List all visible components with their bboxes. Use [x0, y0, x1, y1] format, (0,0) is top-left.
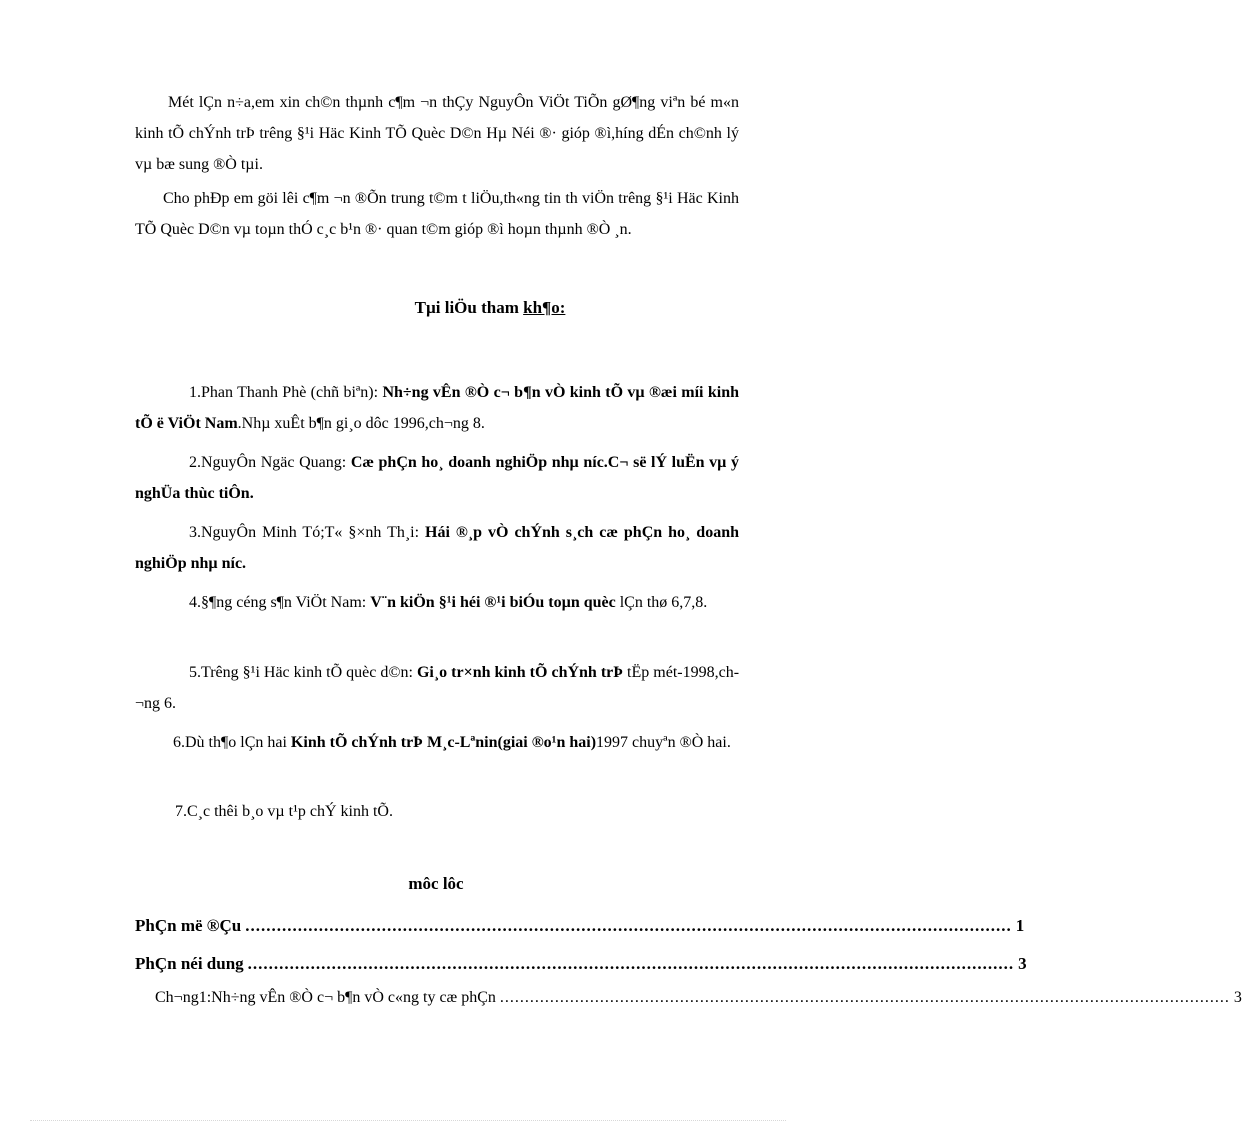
reference-author: 6.Dù th¶o lÇn hai: [173, 734, 291, 751]
reference-title: Gi¸o tr×nh kinh tÕ chÝnh trÞ: [416, 664, 624, 681]
reference-title: Cæ phÇn ho¸ doanh nghiÖp nhµ níc.C¬ së lÝ luËn vµ ý nghÜa thùc tiÔn.: [135, 454, 740, 502]
toc-dot-leader: ..................................................................................................................................................: [499, 989, 1230, 1006]
reference-author: 5.Trêng §¹i Häc kinh tÕ quèc d©n:: [189, 664, 417, 681]
reference-details: .Nhµ xuÊt b¶n gi¸o dôc 1996,ch¬ng 8.: [237, 415, 485, 432]
reference-title: V¨n kiÖn §¹i héi ®¹i biÓu toµn quèc: [370, 594, 616, 611]
reference-item-3: [135, 517, 739, 579]
acknowledgement-paragraph-1: Mét lÇn n÷a,em xin ch©n thµnh c¶m ¬n thÇy NguyÔn ViÖt TiÕn gØ¶ng viªn bé m«n kinh tÕ chÝnh trÞ trêng §¹i Häc Kinh TÕ Quèc D©n Hµ Néi ®· gióp ®ì,híng dÉn ch©nh lý vµ bæ sung ®Ò tµi.: [135, 94, 739, 173]
toc-dot-leader: ..................................................................................................................................................: [245, 916, 1012, 935]
references-title: [0, 298, 816, 318]
reference-author: 3.NguyÔn Minh Tó;T« §×nh Th¸i:: [189, 524, 426, 541]
reference-author: 4.§¶ng céng s¶n ViÖt Nam:: [189, 594, 371, 611]
acknowledgement-paragraph-2: Cho phÐp em göi lêi c¶m ¬n ®Õn trung t©m t liÖu,th«ng tin th viÖn trêng §¹i Häc Kinh TÕ Quèc D©n vµ toµn thÓ c¸c b¹n ®· quan t©m gióp ®ì hoµn thµnh ®Ò ¸n.: [135, 190, 739, 238]
toc-title: môc lôc: [408, 874, 464, 893]
toc-page-number: 3: [1233, 989, 1242, 1006]
references-title-plain: Tµi liÖu tham: [414, 298, 524, 317]
reference-title: Nh÷ng vÊn ®Ò c¬ b¶n vÒ kinh tÕ vµ ®æi míi kinh tÕ ë ViÖt Nam: [135, 384, 739, 432]
toc-dot-leader: ..................................................................................................................................................: [247, 954, 1015, 973]
toc-entry-label: PhÇn më ®Çu: [135, 916, 242, 935]
toc-entry-content[interactable]: [135, 954, 1027, 980]
page-bottom-divider: [30, 1120, 786, 1121]
toc-entry-label: Ch¬ng1:Nh÷ng vÊn ®Ò c¬ b¶n vÒ c«ng ty cæ phÇn: [155, 989, 496, 1006]
reference-item-7: [135, 796, 739, 827]
reference-title: Kinh tÕ chÝnh trÞ M¸c-Lªnin(giai ®o¹n hai): [290, 734, 597, 751]
reference-author: 7.C¸c thêi b¸o vµ t¹p chÝ kinh tÕ.: [175, 803, 393, 820]
reference-item-2: [135, 447, 739, 509]
reference-item-1: [135, 377, 739, 439]
toc-entry-label: PhÇn néi dung: [135, 954, 244, 973]
reference-item-5: [135, 657, 739, 719]
toc-page-number: 3: [1018, 954, 1027, 973]
reference-author: 1.Phan Thanh Phè (chñ biªn):: [189, 384, 383, 401]
toc-entry-intro[interactable]: [135, 916, 1025, 942]
reference-title: Hái ®¸p vÒ chÝnh s¸ch cæ phÇn ho¸ doanh nghiÖp nhµ níc.: [135, 524, 739, 572]
reference-item-6: [135, 727, 739, 758]
toc-entry-chapter-1[interactable]: [135, 989, 1242, 1015]
reference-author: 2.NguyÔn Ngäc Quang:: [189, 454, 351, 471]
reference-item-4: [135, 587, 739, 618]
reference-details: 1997 chuyªn ®Ò hai.: [596, 734, 731, 751]
reference-details: tËp mét-1998,ch¬ng 6.: [135, 664, 740, 712]
references-title-underlined: kh¶o:: [523, 298, 566, 317]
toc-page-number: 1: [1015, 916, 1025, 935]
reference-details: lÇn thø 6,7,8.: [615, 594, 708, 611]
